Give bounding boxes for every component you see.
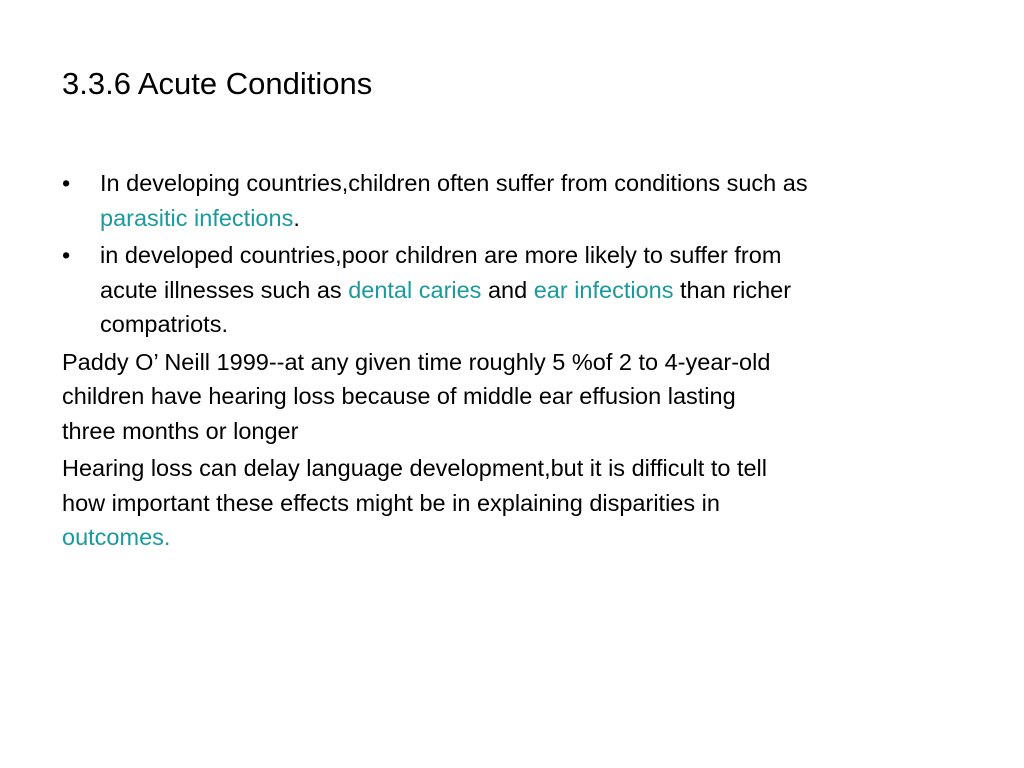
bullet2-line1: in developed countries,poor children are more likely to suffer from [100, 242, 782, 268]
bullet2-text-mid: and [487, 276, 528, 303]
para3-line2: children have hearing loss because of middle ear effusion lasting [62, 383, 736, 409]
bullet2-line3: compatriots. [100, 311, 228, 337]
bullet-item-developing-countries [62, 166, 972, 235]
bullet-item-developed-countries [62, 238, 972, 342]
highlight-outcomes: outcomes. [62, 524, 171, 550]
bullet-icon: • [62, 170, 71, 196]
highlight-parasitic-infections: parasitic infections [100, 204, 294, 231]
para3-line3: three months or longer [62, 417, 299, 444]
para4-line1: Hearing loss can delay language development,but it is difficult to tell [62, 455, 767, 481]
highlight-ear-infections: ear infections [533, 276, 674, 303]
slide-body [62, 166, 972, 558]
para4-line2: how important these effects might be in explaining disparities in [62, 489, 720, 516]
bullet1-period: . [293, 204, 300, 231]
bullet2-text-after: than richer [680, 276, 792, 303]
bullet2-text-before: acute illnesses such as [100, 276, 342, 303]
bullet1-text: In developing countries,children often suffer from conditions such as [100, 170, 808, 196]
paragraph-oneill-1999 [62, 345, 972, 449]
bullet-icon: • [62, 242, 71, 268]
para3-line1: Paddy O’ Neill 1999--at any given time roughly 5 %of 2 to 4-year-old [62, 348, 771, 375]
paragraph-hearing-loss [62, 451, 972, 555]
highlight-dental-caries: dental caries [348, 276, 482, 303]
slide-title: 3.3.6 Acute Conditions [62, 66, 373, 101]
